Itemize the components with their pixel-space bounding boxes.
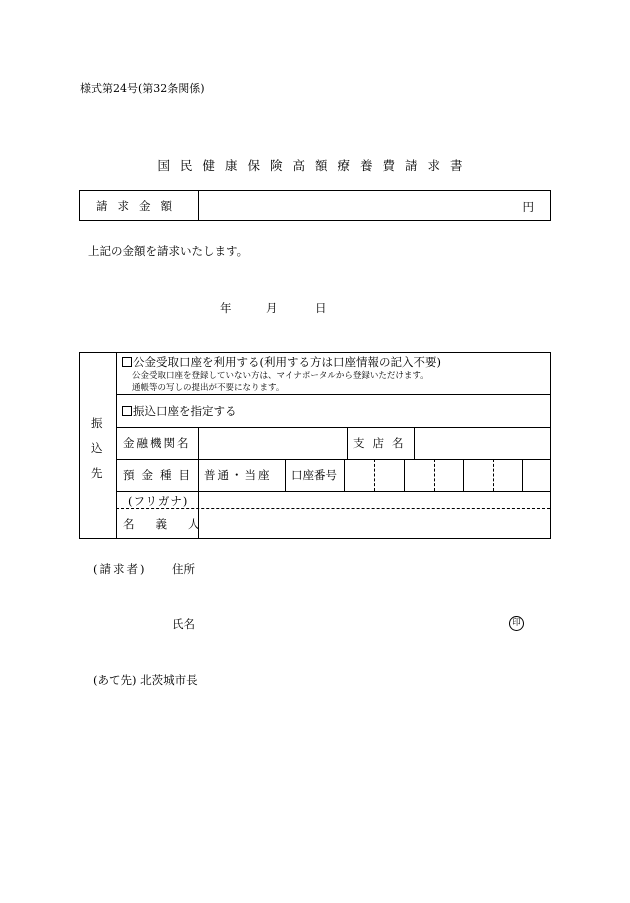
account-number-label: 口座番号 (291, 468, 337, 482)
public-account-checkbox[interactable] (122, 357, 132, 367)
date-day-label: 日 (315, 301, 327, 315)
branch-label: 支店名 (353, 436, 412, 450)
furigana-label: (フリガナ) (128, 494, 189, 508)
public-account-note-2: 通帳等の写しの提出が不要になります。 (132, 383, 285, 393)
divider (116, 508, 550, 509)
divider (344, 459, 345, 491)
document-title: 国民健康保険高額療養費請求書 (157, 158, 473, 173)
bank-transfer-table (79, 352, 551, 539)
branch-name-field[interactable] (420, 431, 546, 453)
furigana-field[interactable] (204, 493, 544, 507)
addressee: (あて先) 北茨城市長 (93, 673, 198, 687)
divider (414, 427, 415, 459)
transfer-destination-label (80, 353, 117, 538)
designate-account-option[interactable] (122, 403, 237, 419)
date-month-label: 月 (266, 301, 278, 315)
side-char-3: 先 (91, 466, 103, 480)
designate-account-option-label: 振込口座を指定する (133, 404, 237, 418)
amount-unit: 円 (522, 200, 534, 214)
public-account-option[interactable] (122, 354, 441, 370)
public-account-note-1: 公金受取口座を登録していない方は、マイナポータルから登録いただけます。 (132, 371, 429, 381)
date-year-label: 年 (220, 301, 232, 315)
divider (347, 427, 348, 459)
request-statement: 上記の金額を請求いたします。 (88, 244, 249, 258)
deposit-type-options[interactable]: 普通・当座 (204, 468, 272, 482)
divider (116, 491, 550, 492)
divider (285, 459, 286, 491)
claimant-label: (請求者) (93, 562, 147, 576)
divider (116, 394, 550, 395)
divider (116, 459, 550, 460)
amount-label: 請求金額 (80, 191, 199, 220)
holder-name-field[interactable] (204, 512, 544, 534)
address-label: 住所 (172, 562, 195, 576)
deposit-type-label: 預金種目 (123, 468, 197, 482)
public-account-option-label: 公金受取口座を利用する(利用する方は口座情報の記入不要) (133, 355, 441, 369)
form-number: 様式第24号(第32条関係) (80, 82, 205, 95)
side-char-2: 込 (91, 441, 103, 455)
name-label: 氏名 (172, 617, 195, 631)
seal-mark: 印 (509, 616, 524, 631)
institution-label: 金融機関名 (123, 436, 191, 450)
institution-name-field[interactable] (204, 431, 344, 453)
amount-box (79, 190, 551, 221)
account-number-field[interactable] (346, 463, 548, 487)
side-char-1: 振 (91, 416, 103, 430)
holder-label: 名義人 (123, 517, 221, 531)
designate-account-checkbox[interactable] (122, 406, 132, 416)
divider (116, 427, 550, 428)
